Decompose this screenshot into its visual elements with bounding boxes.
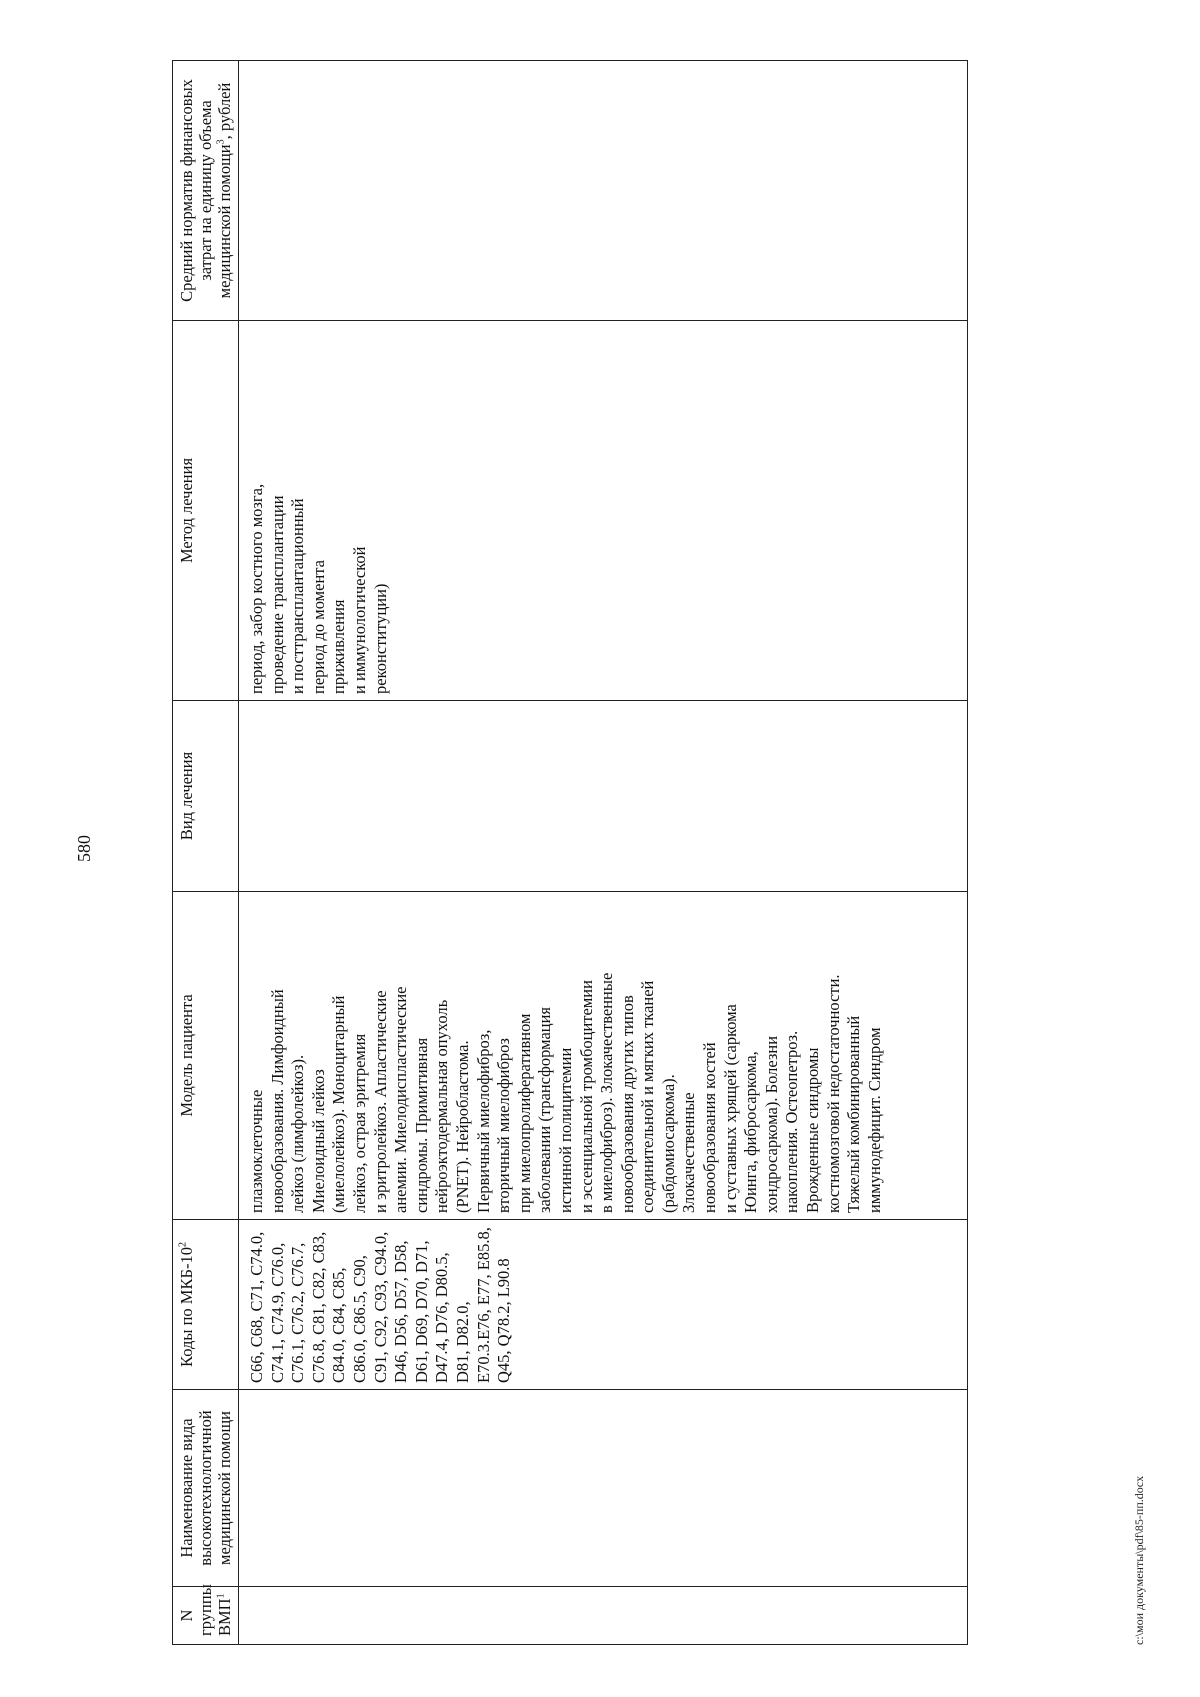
header-treatment-method: Метод лечения (173, 321, 239, 701)
table-row (239, 61, 968, 1645)
header-icd-codes: Коды по МКБ-$10^2$ (173, 1220, 239, 1390)
header-cost-standard: Средний норматив финансовых затрат на единицу объема медицинской помощи$^3$, рублей (173, 61, 239, 321)
cell-vmp-name (239, 1390, 968, 1587)
cell-icd-codes: C66, C68, C71, C74.0, C74.1, C74.9, C76.0, C76.1, C76.2, C76.7, C76.8, C81, C82, C83, C84.0, C84, C85, C86.0, C86.5, C90, C91, C92, C93, C94.0, D46, D56, D57, D58, D61, D69, D70, D71, D47.4, D76, D80.5, D81, D82.0, E70.3.E76, E77, E85.8, Q45, Q78.2, L90.8 (239, 1220, 968, 1390)
header-patient-model: Модель пациента (173, 892, 239, 1220)
header-group-number: N группы ВМП$^1$ (173, 1587, 239, 1645)
header-treatment-type: Вид лечения (173, 701, 239, 892)
cell-cost (239, 61, 968, 321)
header-vmp-name: Наименование вида высокотехнологичной медицинской помощи (173, 1390, 239, 1587)
cell-patient-model: плазмоклеточные новообразования. Лимфоидный лейкоз (лимфолейкоз). Миелоидный лейкоз (миелолейкоз). Моноцитарный лейкоз, острая эритремия и эритролейкоз. Апластические анемии. Миелодиспластические синдромы. Примитивная нейроэктодермальная опухоль (PNET). Нейробластома. Первичный миелофиброз, вторичный миелофиброз при миелопролиферативном заболевании (трансформация истинной полицитемии и эссенциальной тромбоцитемии в миелофиброз). Злокачественные новообразования других типов соединительной и мягких тканей (рабдомиосаркома). Злокачественные новообразования костей и суставных хрящей (саркома Юинга, фибросаркома, хондросаркома). Болезни накопления. Остеопетроз. Врожденные синдромы костномозговой недостаточности. Тяжелый комбинированный иммунодефицит. Синдром (239, 892, 968, 1220)
cell-treatment-type (239, 701, 968, 892)
page-number: 580 (74, 835, 94, 862)
footer-file-path: c:\мои документы\pdf\85-пп.docx (1132, 1475, 1146, 1645)
table-header-row (173, 61, 239, 1645)
cell-treatment-method: период, забор костного мозга, проведение трансплантации и посттрансплантационный период до момента приживления и иммунологической реконституции) (239, 321, 968, 701)
vmp-table (172, 60, 968, 1645)
cell-group-number (239, 1587, 968, 1645)
